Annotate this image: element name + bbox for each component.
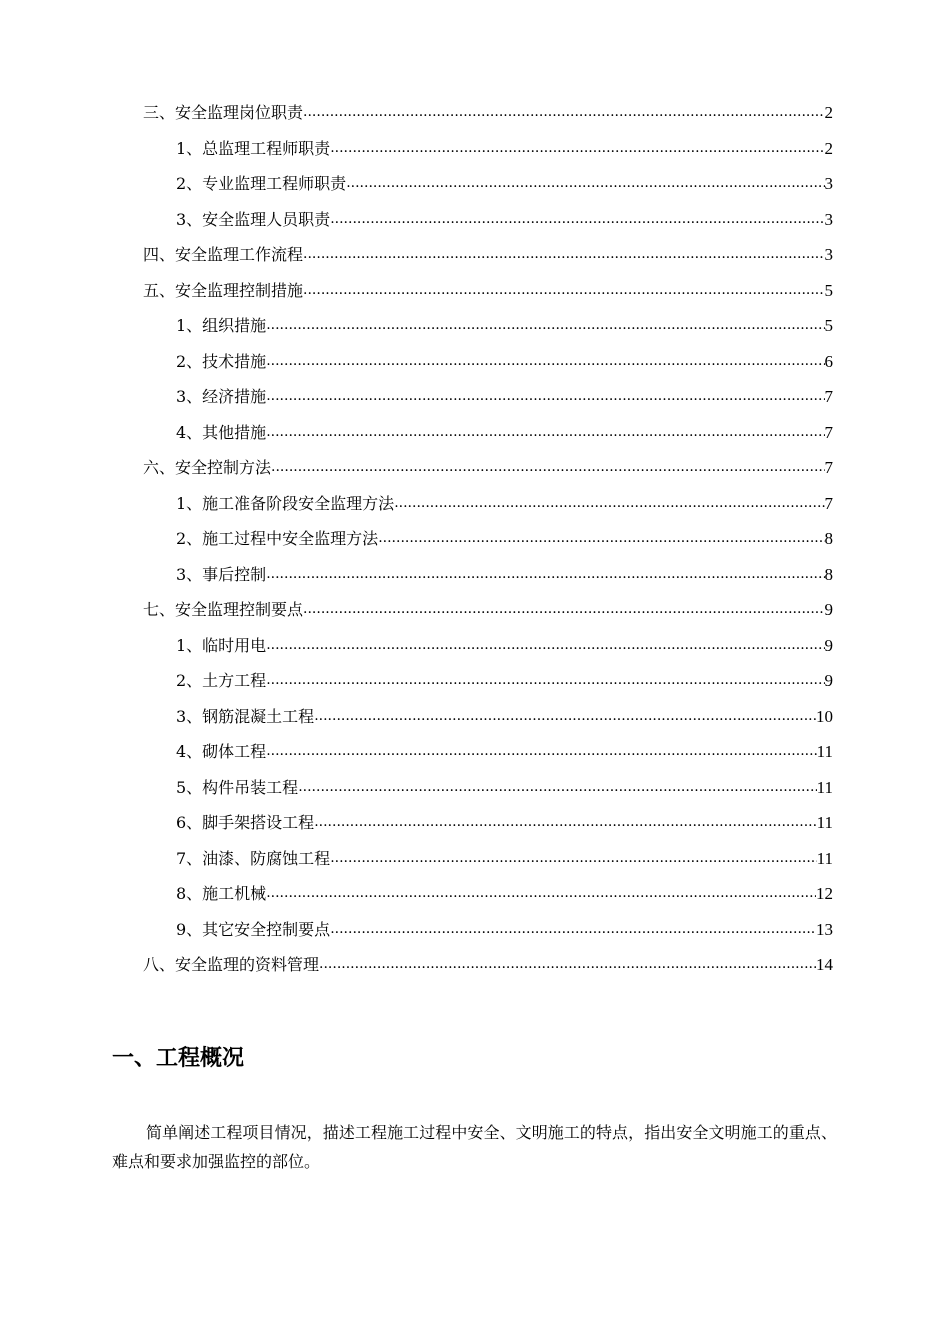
toc-entry-page: 13 — [816, 919, 833, 939]
toc-entry-title: 4、砌体工程 — [176, 742, 267, 761]
toc-entry-page: 7 — [824, 493, 833, 513]
toc-entry-page: 11 — [816, 742, 833, 761]
toc-leader-dots — [266, 876, 816, 912]
toc-entry-page: 2 — [824, 138, 833, 158]
toc-entry-page: 11 — [816, 777, 833, 797]
toc-entry-title: 7、油漆、防腐蚀工程 — [176, 848, 331, 868]
toc-entry[interactable] — [143, 770, 833, 806]
toc-entry-title: 五、安全监理控制措施 — [143, 280, 304, 300]
toc-entry-title: 2、土方工程 — [176, 671, 267, 690]
toc-entry[interactable] — [143, 805, 833, 841]
toc-leader-dots — [330, 912, 816, 948]
toc-entry[interactable] — [143, 237, 833, 273]
toc-leader-dots — [266, 415, 824, 451]
toc-leader-dots — [303, 237, 824, 273]
toc-entry-title: 2、专业监理工程师职责 — [176, 174, 347, 193]
toc-entry-title: 9、其它安全控制要点 — [176, 919, 331, 939]
toc-entry[interactable] — [143, 557, 833, 593]
toc-leader-dots — [266, 344, 824, 380]
toc-leader-dots — [330, 202, 824, 238]
toc-entry-title: 2、施工过程中安全监理方法 — [176, 529, 379, 548]
toc-leader-dots — [298, 770, 816, 806]
toc-leader-dots — [266, 379, 824, 415]
toc-entry-page: 11 — [816, 813, 833, 832]
toc-entry-title: 六、安全控制方法 — [143, 458, 272, 477]
toc-entry[interactable] — [143, 699, 833, 735]
toc-entry-page: 6 — [824, 351, 833, 371]
toc-entry[interactable] — [143, 450, 833, 486]
toc-entry-page: 14 — [816, 955, 833, 974]
toc-entry-page: 5 — [824, 316, 833, 335]
toc-entry[interactable] — [143, 663, 833, 699]
table-of-contents — [143, 95, 833, 983]
toc-leader-dots — [330, 841, 816, 877]
toc-leader-dots — [314, 805, 816, 841]
toc-entry[interactable] — [143, 344, 833, 380]
toc-entry-title: 3、事后控制 — [176, 564, 267, 584]
toc-leader-dots — [303, 273, 824, 309]
toc-entry-title: 三、安全监理岗位职责 — [143, 103, 304, 122]
toc-entry[interactable] — [143, 734, 833, 770]
toc-entry-title: 8、施工机械 — [176, 884, 267, 903]
toc-entry-page: 7 — [824, 387, 833, 406]
toc-entry-page: 9 — [824, 671, 833, 690]
toc-entry-title: 6、脚手架搭设工程 — [176, 813, 315, 832]
toc-entry-page: 11 — [816, 848, 833, 868]
toc-entry[interactable] — [143, 521, 833, 557]
toc-leader-dots — [266, 557, 824, 593]
toc-entry[interactable] — [143, 876, 833, 912]
toc-entry[interactable] — [143, 592, 833, 628]
toc-entry-page: 8 — [824, 564, 833, 584]
toc-entry-page: 3 — [824, 209, 833, 229]
section-heading: 一、工程概况 — [112, 1046, 245, 1071]
toc-leader-dots — [266, 663, 824, 699]
toc-entry[interactable] — [143, 379, 833, 415]
toc-entry-page: 9 — [824, 600, 833, 619]
toc-leader-dots — [303, 95, 824, 131]
toc-entry[interactable] — [143, 95, 833, 131]
toc-entry-title: 四、安全监理工作流程 — [143, 245, 304, 264]
toc-entry-page: 3 — [824, 245, 833, 264]
toc-entry-page: 10 — [816, 706, 833, 726]
toc-entry-title: 2、技术措施 — [176, 351, 267, 371]
toc-entry-page: 5 — [824, 280, 833, 300]
section-paragraph: 简单阐述工程项目情况，描述工程施工过程中安全、文明施工的特点，指出安全文明施工的重点、难点和要求加强监控的部位。 — [112, 1123, 837, 1171]
toc-leader-dots — [314, 699, 816, 735]
toc-leader-dots — [266, 734, 816, 770]
toc-entry-page: 8 — [824, 529, 833, 548]
toc-entry-page: 7 — [824, 422, 833, 442]
toc-entry[interactable] — [143, 628, 833, 664]
toc-leader-dots — [319, 947, 816, 983]
toc-leader-dots — [266, 628, 824, 664]
toc-entry-title: 1、施工准备阶段安全监理方法 — [176, 493, 395, 513]
toc-entry-page: 3 — [824, 174, 833, 193]
toc-entry[interactable] — [143, 166, 833, 202]
toc-leader-dots — [346, 166, 824, 202]
toc-leader-dots — [330, 131, 824, 167]
toc-entry[interactable] — [143, 308, 833, 344]
toc-entry-title: 1、组织措施 — [176, 316, 267, 335]
toc-entry[interactable] — [143, 415, 833, 451]
toc-entry-title: 5、构件吊装工程 — [176, 777, 299, 797]
toc-leader-dots — [394, 486, 824, 522]
toc-entry[interactable] — [143, 841, 833, 877]
toc-entry-title: 3、钢筋混凝土工程 — [176, 706, 315, 726]
toc-entry-title: 1、总监理工程师职责 — [176, 138, 331, 158]
toc-entry[interactable] — [143, 486, 833, 522]
toc-entry[interactable] — [143, 947, 833, 983]
toc-entry-title: 4、其他措施 — [176, 422, 267, 442]
toc-leader-dots — [303, 592, 824, 628]
toc-leader-dots — [378, 521, 824, 557]
toc-entry-title: 七、安全监理控制要点 — [143, 600, 304, 619]
toc-entry[interactable] — [143, 273, 833, 309]
toc-entry[interactable] — [143, 202, 833, 238]
toc-entry-page: 12 — [816, 884, 833, 903]
toc-entry-title: 八、安全监理的资料管理 — [143, 955, 320, 974]
toc-entry-title: 3、经济措施 — [176, 387, 267, 406]
toc-entry-title: 1、临时用电 — [176, 635, 267, 655]
toc-entry-page: 9 — [824, 635, 833, 655]
toc-leader-dots — [266, 308, 824, 344]
toc-entry-page: 2 — [824, 103, 833, 122]
toc-entry[interactable] — [143, 131, 833, 167]
toc-entry-title: 3、安全监理人员职责 — [176, 209, 331, 229]
toc-entry[interactable] — [143, 912, 833, 948]
toc-leader-dots — [271, 450, 824, 486]
toc-entry-page: 7 — [824, 458, 833, 477]
